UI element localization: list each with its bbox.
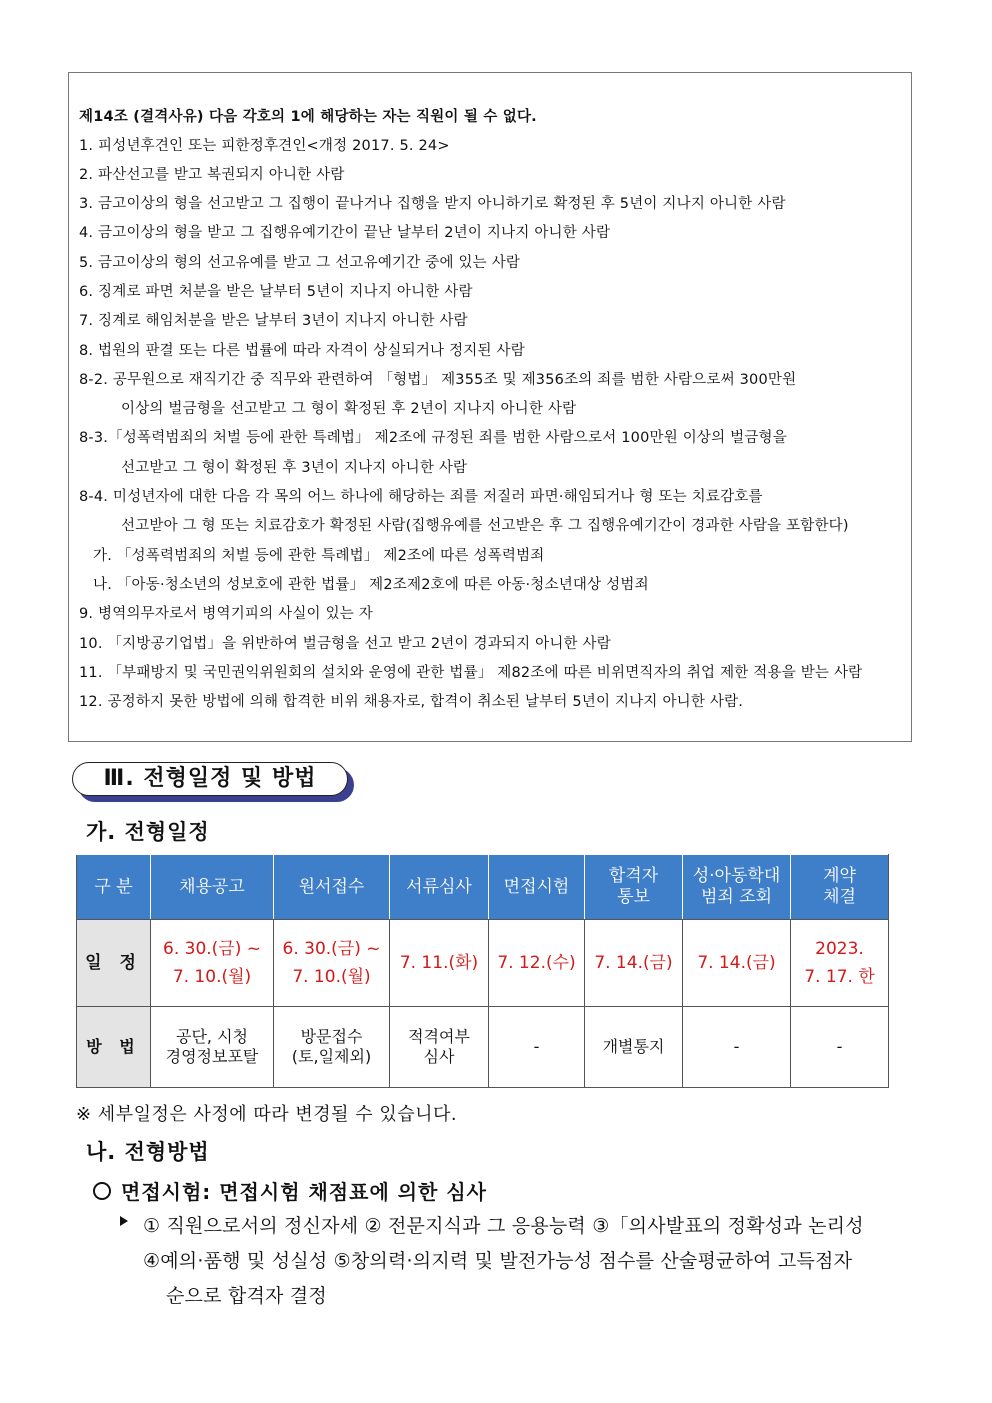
eligibility-subitem: 가. 「성폭력범죄의 처벌 등에 관한 특례법」 제2조에 따른 성폭력범죄 — [93, 548, 545, 564]
triangle-bullet-icon — [120, 1216, 128, 1226]
eligibility-item: 8-3.「성폭력범죄의 처벌 등에 관한 특례법」 제2조에 규정된 죄를 범한 사람으로서 100만원 이상의 벌금형을 — [79, 430, 787, 446]
method-cell — [390, 1007, 489, 1088]
table-header-row — [77, 855, 889, 920]
method-subheading-text: 면접시험: 면접시험 채점표에 의한 심사 — [121, 1180, 487, 1204]
schedule-heading: 가. 전형일정 — [86, 820, 210, 844]
method-cell: - — [683, 1007, 791, 1088]
row-label: 방 법 — [77, 1007, 151, 1088]
method-line: 순으로 합격자 결정 — [166, 1285, 327, 1307]
date-cell — [274, 920, 390, 1007]
date-cell: 7. 11.(화) — [390, 920, 489, 1007]
section-title — [72, 762, 354, 800]
method-line: 경영정보포탈 — [165, 1047, 259, 1066]
eligibility-subitem: 나. 「아동·청소년의 성보호에 관한 법률」 제2조제2호에 따른 아동·청소년대상 성범죄 — [93, 577, 649, 593]
date-line: 7. 10.(월) — [292, 967, 371, 987]
date-cell: 7. 14.(금) — [585, 920, 683, 1007]
table-row — [77, 920, 889, 1007]
method-heading: 나. 전형방법 — [86, 1140, 210, 1164]
eligibility-item: 8-4. 미성년자에 대한 다음 각 목의 어느 하나에 해당하는 죄를 저질러 파면·해임되거나 형 또는 치료감호를 — [79, 489, 763, 505]
header-cell: 구 분 — [77, 855, 151, 920]
eligibility-item: 8-2. 공무원으로 재직기간 중 직무와 관련하여 「형법」 제355조 및 제356조의 죄를 범한 사람으로써 300만원 — [79, 372, 797, 388]
eligibility-item: 12. 공정하지 못한 방법에 의해 합격한 비위 채용자로, 합격이 취소된 날부터 5년이 지나지 아니한 사람. — [79, 694, 744, 710]
date-line: 7. 17. 한 — [804, 967, 875, 987]
header-cell — [791, 855, 889, 920]
header-cell: 원서접수 — [274, 855, 390, 920]
eligibility-item-cont: 선고받고 그 형이 확정된 후 3년이 지나지 아니한 사람 — [121, 460, 468, 476]
eligibility-item-cont: 선고받아 그 형 또는 치료감호가 확정된 사람(집행유예를 선고받은 후 그 집행유예기간이 경과한 사람을 포함한다) — [121, 518, 849, 534]
date-cell: 7. 14.(금) — [683, 920, 791, 1007]
header-line: 통보 — [617, 887, 650, 907]
date-cell — [151, 920, 274, 1007]
eligibility-item: 4. 금고이상의 형을 받고 그 집행유예기간이 끝난 날부터 2년이 지나지 아니한 사람 — [79, 225, 611, 241]
method-line: 방문접수 — [300, 1027, 363, 1046]
hollow-circle-icon — [93, 1182, 111, 1200]
table-row — [77, 1007, 889, 1088]
date-cell — [791, 920, 889, 1007]
eligibility-item: 7. 징계로 해임처분을 받은 날부터 3년이 지나지 아니한 사람 — [79, 313, 468, 329]
method-cell — [151, 1007, 274, 1088]
header-line: 성·아동학대 — [692, 866, 781, 886]
date-line: 6. 30.(금) ~ — [282, 939, 381, 959]
method-cell: 개별통지 — [585, 1007, 683, 1088]
header-cell: 서류심사 — [390, 855, 489, 920]
eligibility-item: 6. 징계로 파면 처분을 받은 날부터 5년이 지나지 아니한 사람 — [79, 284, 473, 300]
date-line: 7. 10.(월) — [172, 967, 252, 987]
eligibility-item: 5. 금고이상의 형의 선고유예를 받고 그 선고유예기간 중에 있는 사람 — [79, 255, 521, 271]
schedule-note: ※ 세부일정은 사정에 따라 변경될 수 있습니다. — [76, 1104, 458, 1125]
eligibility-box — [68, 72, 912, 742]
method-line: 심사 — [423, 1047, 455, 1066]
method-line: ① 직원으로서의 정신자세 ② 전문지식과 그 응용능력 ③「의사발표의 정확성과 논리성 — [143, 1215, 864, 1237]
eligibility-item: 1. 피성년후견인 또는 피한정후견인<개정 2017. 5. 24> — [79, 138, 450, 154]
schedule-table — [76, 854, 889, 1088]
method-line: 공단, 시청 — [176, 1027, 248, 1046]
eligibility-item: 10. 「지방공기업법」을 위반하여 벌금형을 선고 받고 2년이 경과되지 아니한 사람 — [79, 636, 611, 652]
method-cell: - — [489, 1007, 585, 1088]
eligibility-item: 11. 「부패방지 및 국민권익위원회의 설치와 운영에 관한 법률」 제82조에 따른 비위면직자의 취업 제한 적용을 받는 사람 — [79, 665, 863, 681]
eligibility-item: 8. 법원의 판결 또는 다른 법률에 따라 자격이 상실되거나 정지된 사람 — [79, 343, 525, 359]
section-title-label: Ⅲ. 전형일정 및 방법 — [72, 762, 348, 796]
date-line: 2023. — [815, 939, 864, 959]
header-line: 범죄 조회 — [700, 887, 773, 907]
method-line: (토,일제외) — [291, 1047, 372, 1066]
eligibility-item: 2. 파산선고를 받고 복권되지 아니한 사람 — [79, 167, 345, 183]
eligibility-item-cont: 이상의 벌금형을 선고받고 그 형이 확정된 후 2년이 지나지 아니한 사람 — [121, 401, 577, 417]
eligibility-item: 3. 금고이상의 형을 선고받고 그 집행이 끝나거나 집행을 받지 아니하기로 확정된 후 5년이 지나지 아니한 사람 — [79, 196, 786, 212]
method-subheading — [93, 1176, 487, 1205]
method-line: ④예의·품행 및 성실성 ⑤창의력·의지력 및 발전가능성 점수를 산술평균하여 고득점자 — [143, 1250, 853, 1272]
eligibility-title: 제14조 (결격사유) 다음 각호의 1에 해당하는 자는 직원이 될 수 없다. — [79, 109, 537, 125]
method-line: 적격여부 — [408, 1027, 470, 1046]
header-cell: 면접시험 — [489, 855, 585, 920]
row-label: 일 정 — [77, 920, 151, 1007]
header-line: 계약 — [823, 866, 856, 886]
date-cell: 7. 12.(수) — [489, 920, 585, 1007]
header-line: 합격자 — [608, 866, 659, 886]
header-cell — [683, 855, 791, 920]
header-line: 체결 — [823, 887, 856, 907]
method-cell: - — [791, 1007, 889, 1088]
header-cell — [585, 855, 683, 920]
method-cell — [274, 1007, 390, 1088]
date-line: 6. 30.(금) ~ — [163, 939, 261, 959]
eligibility-item: 9. 병역의무자로서 병역기피의 사실이 있는 자 — [79, 606, 374, 622]
header-cell: 채용공고 — [151, 855, 274, 920]
